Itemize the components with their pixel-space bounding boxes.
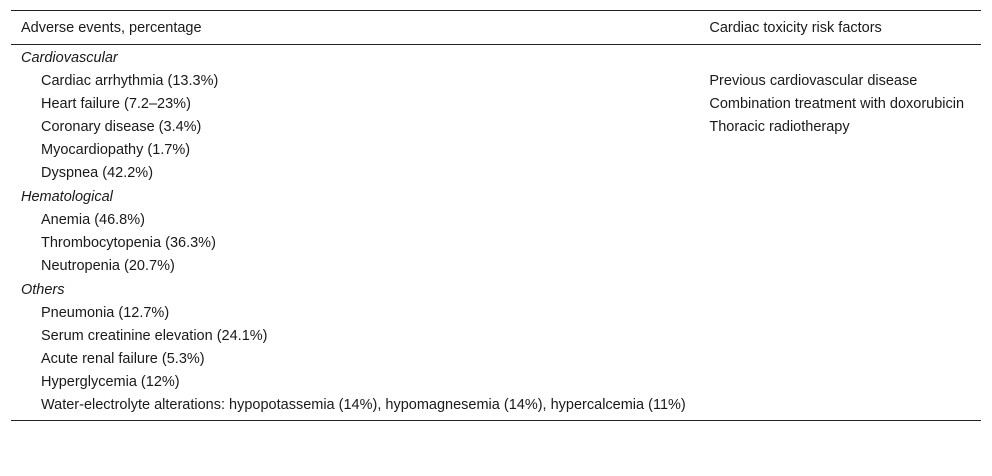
risk-factor-item: Previous cardiovascular disease	[709, 73, 918, 89]
table-row	[11, 347, 981, 370]
table-body	[11, 45, 981, 421]
table-row	[11, 231, 981, 254]
risk-factor-item: Thoracic radiotherapy	[709, 119, 850, 135]
header-adverse-events: Adverse events, percentage	[21, 19, 202, 36]
event-item: Coronary disease (3.4%)	[41, 119, 202, 135]
table-row	[11, 208, 981, 231]
table-row	[11, 301, 981, 324]
section-row-hematological	[11, 184, 981, 208]
table-row	[11, 161, 981, 184]
section-row-cardiovascular	[11, 45, 981, 70]
event-item: Dyspnea (42.2%)	[41, 165, 154, 181]
event-item: Serum creatinine elevation (24.1%)	[41, 328, 268, 344]
event-item: Pneumonia (12.7%)	[41, 305, 170, 321]
header-row	[11, 11, 981, 45]
risk-factor-item: Combination treatment with doxorubicin	[709, 96, 965, 112]
table-row	[11, 254, 981, 277]
event-item: Neutropenia (20.7%)	[41, 258, 175, 274]
table-row	[11, 370, 981, 393]
event-item: Hyperglycemia (12%)	[41, 374, 180, 390]
section-title: Others	[21, 282, 65, 298]
event-item: Acute renal failure (5.3%)	[41, 351, 205, 367]
section-title: Cardiovascular	[21, 50, 118, 66]
table-row	[11, 69, 981, 92]
section-title: Hematological	[21, 189, 113, 205]
section-row-others	[11, 277, 981, 301]
event-item: Anemia (46.8%)	[41, 212, 145, 228]
event-item: Myocardiopathy (1.7%)	[41, 142, 191, 158]
adverse-events-table-wrapper	[11, 10, 981, 421]
table-row	[11, 393, 981, 421]
table-row	[11, 92, 981, 115]
event-item: Heart failure (7.2–23%)	[41, 96, 191, 112]
table-header	[11, 11, 981, 45]
event-item: Cardiac arrhythmia (13.3%)	[41, 73, 219, 89]
event-item: Water-electrolyte alterations: hypopotassemia (14%), hypomagnesemia (14%), hypercalcemia (11%)	[11, 393, 699, 421]
header-risk-factors: Cardiac toxicity risk factors	[709, 19, 882, 36]
table-row	[11, 138, 981, 161]
adverse-events-table	[11, 10, 981, 421]
table-row	[11, 115, 981, 138]
table-row	[11, 324, 981, 347]
event-item: Thrombocytopenia (36.3%)	[41, 235, 216, 251]
